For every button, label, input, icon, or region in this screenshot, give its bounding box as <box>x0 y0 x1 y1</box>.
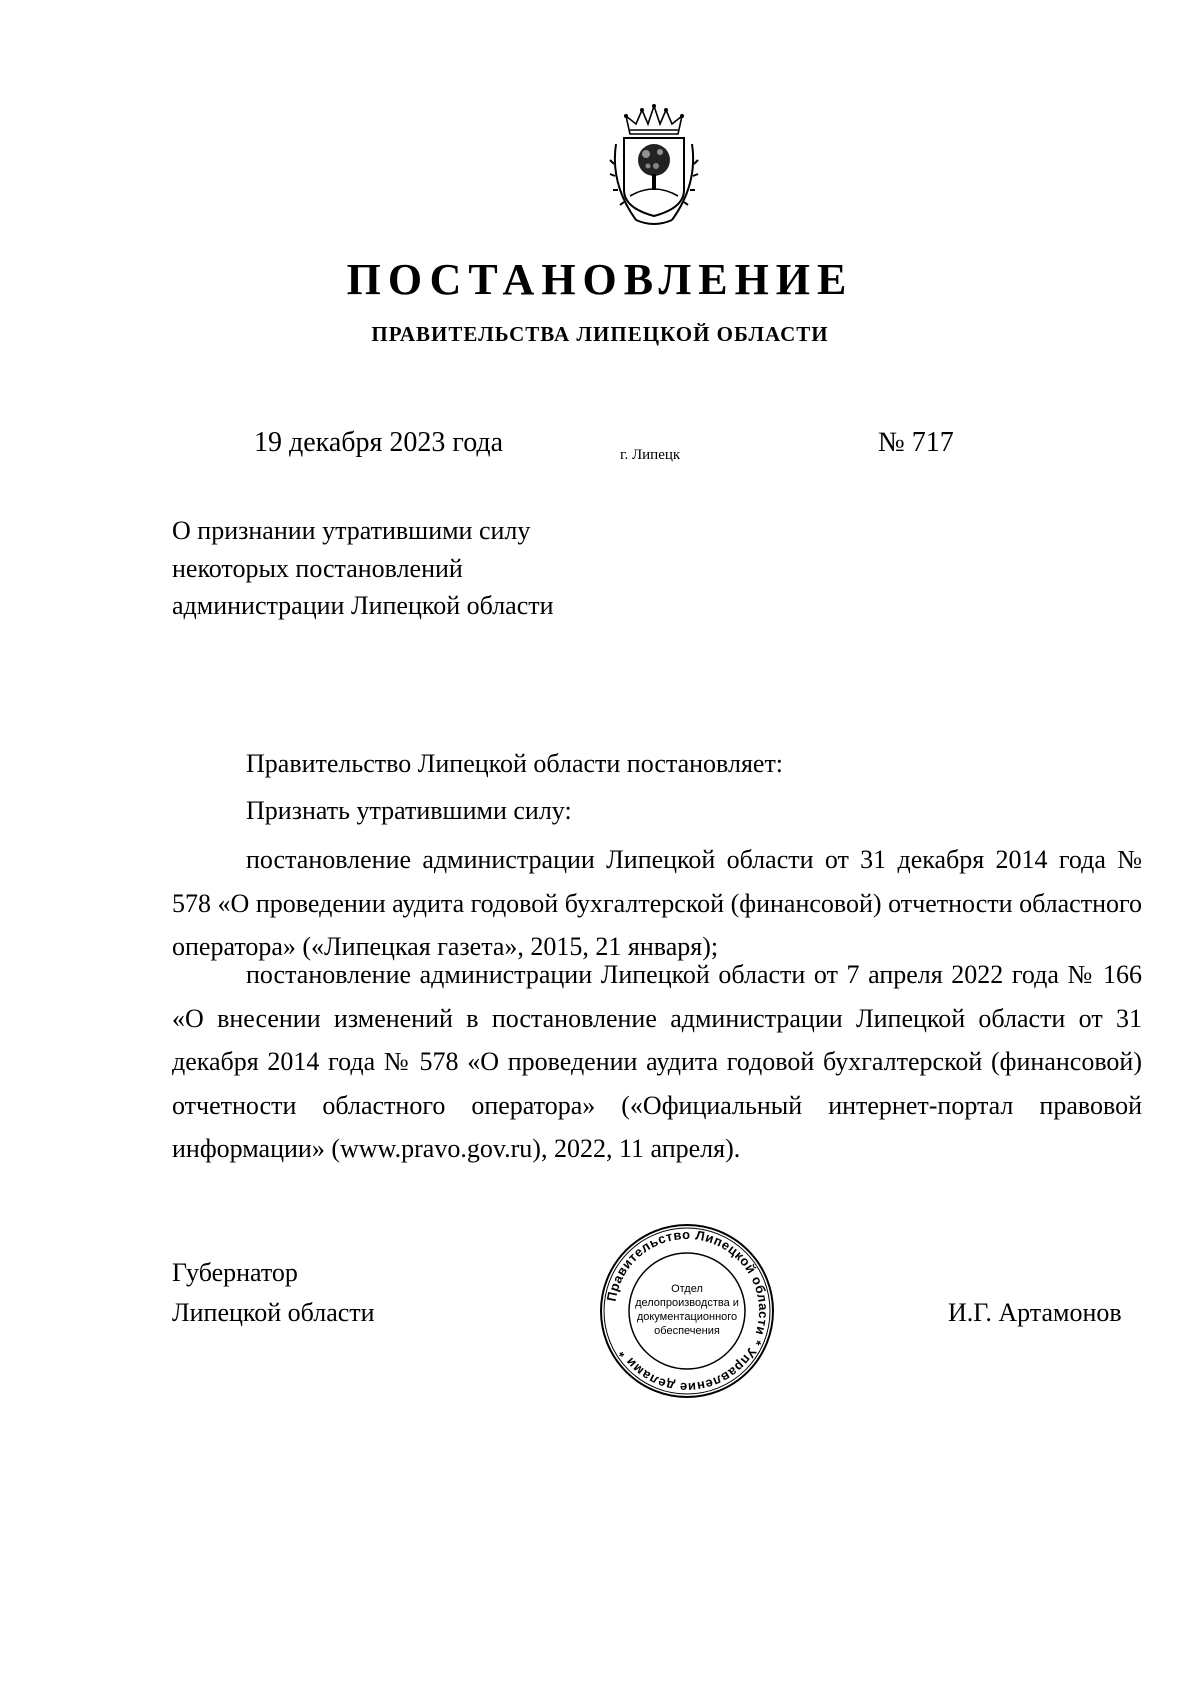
stamp-center-line: документационного <box>636 1311 738 1323</box>
body-intro: Правительство Липецкой области постановляет: <box>246 749 784 778</box>
signer-position-line: Губернатор <box>172 1258 298 1287</box>
signer-position <box>172 1253 375 1333</box>
stamp-outer-text: Правительство Липецкой области * Управление делами * <box>603 1226 772 1396</box>
document-title: ПОСТАНОВЛЕНИЕ <box>346 255 854 304</box>
document-number: № 717 <box>878 427 954 458</box>
body-recognize: Признать утратившими силу: <box>246 796 572 825</box>
issuing-authority: ПРАВИТЕЛЬСТВА ЛИПЕЦКОЙ ОБЛАСТИ <box>371 322 829 346</box>
signer-name: И.Г. Артамонов <box>948 1298 1122 1327</box>
stamp-center-line: обеспечения <box>654 1325 720 1337</box>
repealed-item: постановление администрации Липецкой области от 7 апреля 2022 года № 166 «О внесении изменений в постановление администрации Липецкой области от 31 декабря 2014 года № 578 «О проведении аудита годовой бухгалтерской (финансовой) отчетности областного оператора» («Официальный интернет-портал правовой информации» (www.pravo.gov.ru), 2022, 11 апреля). <box>172 960 1142 1163</box>
subject-line: администрации Липецкой области <box>172 591 554 620</box>
signer-position-line: Липецкой области <box>172 1298 375 1327</box>
document-date: 19 декабря 2023 года <box>254 427 504 458</box>
stamp-center-line: делопроизводства и <box>635 1297 739 1309</box>
subject-line: О признании утратившими силу <box>172 516 531 545</box>
coat-of-arms-emblem <box>606 104 702 228</box>
repealed-item: постановление администрации Липецкой области от 31 декабря 2014 года № 578 «О проведении аудита годовой бухгалтерской (финансовой) отчетности областного оператора» («Липецкая газета», 2015, 21 января); <box>172 845 1142 961</box>
official-stamp <box>598 1222 776 1400</box>
document-city: г. Липецк <box>620 447 681 463</box>
subject-line: некоторых постановлений <box>172 553 463 583</box>
document-subject <box>172 512 732 625</box>
stamp-center-line: Отдел <box>671 1283 703 1295</box>
